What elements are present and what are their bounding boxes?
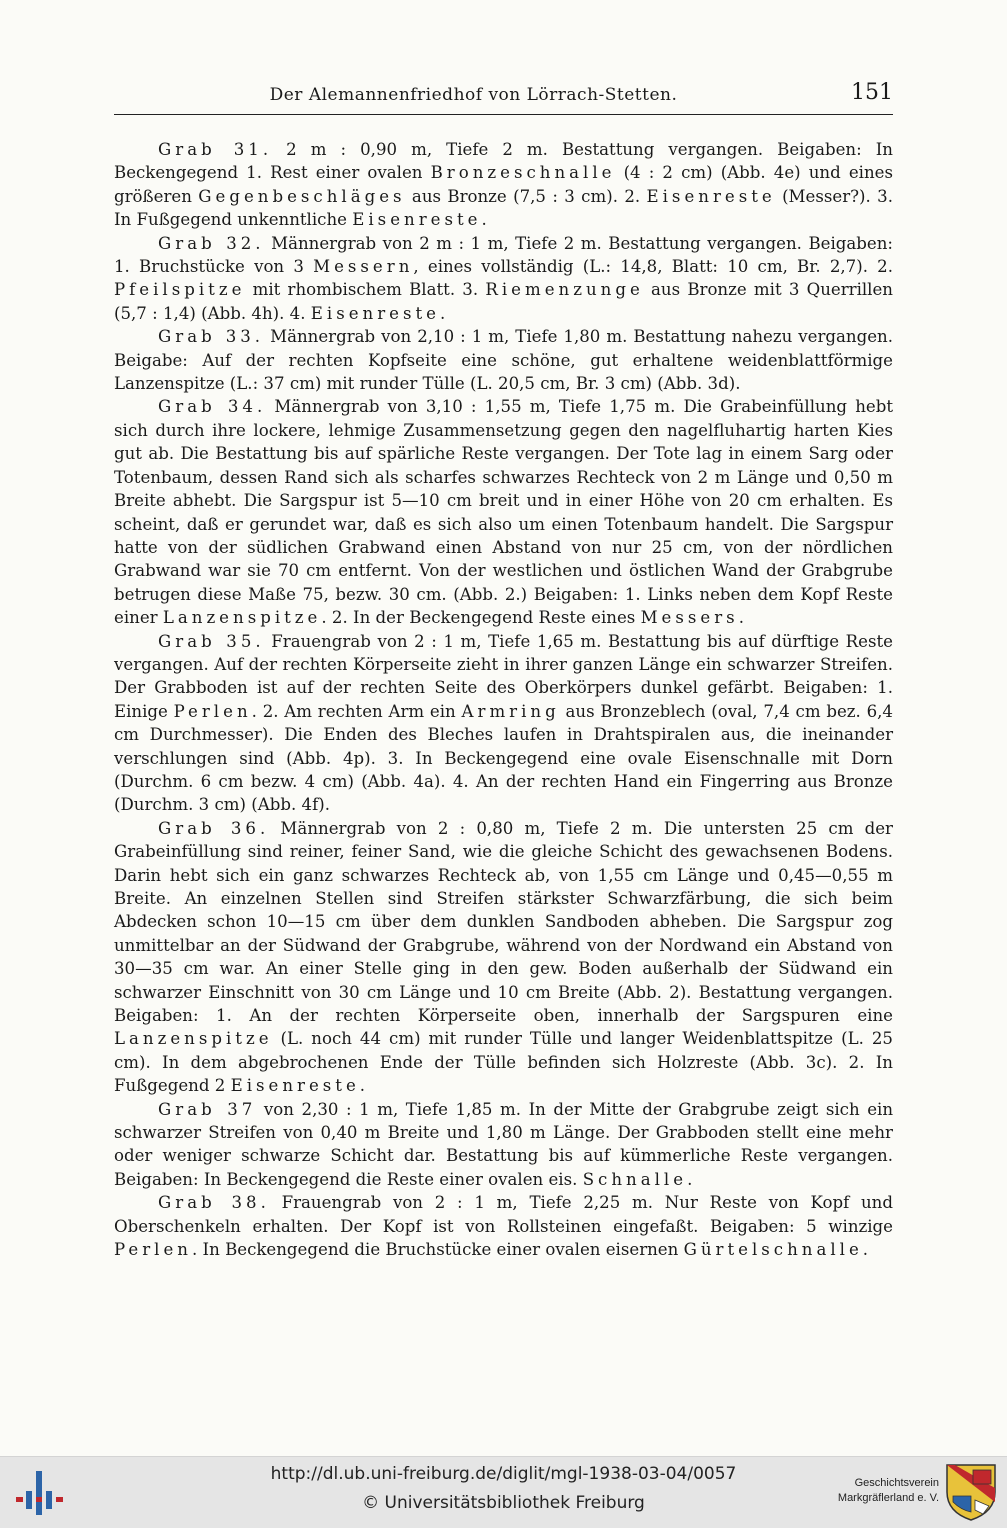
spaced-term: Grab 37 [158,1099,257,1119]
text-run: aus Bronze mit 3 Querrillen (5,7 : 1,4) (Abb. 4h). 4. [114,280,893,323]
body-paragraph [114,1191,893,1261]
body-text [114,138,893,1262]
spaced-term: Lanzenspitze [114,1029,273,1049]
page-header [114,82,893,115]
body-paragraph [114,1098,893,1192]
spaced-term: Grab 33. [158,327,265,347]
text-run: . [862,1240,869,1260]
society-line-2: Markgräflerland e. V. [837,1492,939,1504]
spaced-term: Gürtelschnalle [683,1240,863,1260]
text-run: Frauengrab von 2 : 1 m, Tiefe 2,25 m. Nur Reste von Kopf und Oberschenkeln erhalten. Der Kopf ist von Rollsteinen eingefaßt. Beigaben: 5 winzige [114,1193,893,1236]
spaced-term: Eisenreste [352,210,482,230]
spaced-term: Grab 34. [158,397,267,417]
spaced-term: Grab 31. [158,140,273,159]
running-title: Der Alemannenfriedhof von Lörrach-Stetten. [269,85,678,105]
spaced-term: Messern [313,257,414,277]
text-run: 2 m : 0,90 m, Tiefe 2 m. Bestattung vergangen. Beigaben: In Beckengegend 1. Rest einer ovalen [114,140,893,183]
spaced-term: Grab 38. [158,1193,270,1213]
spaced-term: Messers [640,608,739,628]
text-run: mit rhombischem Blatt. 3. [245,280,486,300]
spaced-term: Eisenreste [646,186,776,206]
spaced-term: Grab 36. [158,818,270,838]
spaced-term: Armring [461,701,560,721]
spaced-term: Gegenbeschläges [198,186,406,206]
text-run: Männergrab von 2 : 0,80 m, Tiefe 2 m. Die untersten 25 cm der Grabeinfüllung sind reiner, feiner Sand, wie die gleiche Schicht des gewachsenen Bodens. Darin hebt sich ein ganz schwarzes Rechteck ab, von 1,55 cm Länge und 0,45—0,55 m Breite. An einzelnen Stellen sind Streifen stärkster Schwarzfärbung, die sich beim Abdecken schon 10—15 cm über dem dunklen Sandboden abheben. Die Sargspur zog unmittelbar an der Südwand der Grabgrube, während von der Nordwand ein Abstand von 30—35 cm war. An einer Stelle ging in den gew. Boden außerhalb der Südwand ein schwarzer Einschnitt von 30 cm Länge und 10 cm Breite (Abb. 2). Bestattung vergangen. Beigaben: 1. An der rechten Körperseite oben, innerhalb der Sargspuren eine [114,818,893,1026]
text-run: (L. noch 44 cm) mit runder Tülle und langer Weidenblattspitze (L. 25 cm). In dem abgebrochenen Ende der Tülle befinden sich Holzreste (Abb. 3c). 2. In Fußgegend 2 [114,1029,893,1096]
body-paragraph [114,817,893,1098]
body-paragraph [114,395,893,629]
spaced-term: Eisenreste [310,303,440,323]
body-paragraph [114,232,893,326]
society-line-1: Geschichtsverein [854,1477,939,1489]
spaced-term: Grab 35. [158,631,265,651]
text-run: . 2. Am rechten Arm ein [251,701,462,721]
text-run: von 2,30 : 1 m, Tiefe 1,85 m. In der Mitte der Grabgrube zeigt sich ein schwarzer Streifen von 0,40 m Breite und 1,80 m Länge. Der Grabboden stellt eine mehr oder weniger schwarze Schicht dar. Bestattung bis auf kümmerliche Reste vergangen. Beigaben: In Beckengegend die Reste einer ovalen eis. [114,1099,894,1189]
body-paragraph [114,630,893,817]
footer-url-link[interactable]: http://dl.ub.uni-freiburg.de/diglit/mgl-1938-03-04/0057 [270,1464,737,1484]
text-run: . In Beckengegend die Bruchstücke einer ovalen eisernen [192,1240,684,1260]
spaced-term: Riemenzunge [485,280,644,300]
spaced-term: Perlen [173,701,252,721]
text-run: aus Bronze (7,5 : 3 cm). 2. [405,186,647,206]
text-run: . [359,1076,366,1096]
body-paragraph [114,325,893,395]
body-paragraph [114,138,893,232]
coat-of-arms-icon [945,1462,997,1522]
spaced-term: Perlen [114,1240,192,1260]
text-run: . [687,1169,693,1189]
spaced-term: Bronzeschnalle [430,163,616,183]
text-run: (4 : 2 cm) (Abb. 4e) und eines größeren [114,163,893,206]
text-run: . [738,608,744,628]
text-run: Männergrab von 3,10 : 1,55 m, Tiefe 1,75 m. Die Grabeinfüllung hebt sich durch ihre lockere, lehmige Zusammensetzung gegen den nagelfluhartig harten Kies gut ab. Die Bestattung bis auf spärliche Reste vergangen. Der Tote lag in einem Sarg oder Totenbaum, dessen Rand sich als scharfes schwarzes Rechteck von 2 m Länge und 0,50 m Breite abhebt. Die Sargspur ist 5—10 cm breit und in einer Höhe von 20 cm erhalten. Es scheint, daß er gerundet war, daß es sich also um einen Totenbaum handelt. Die Sargspur hatte von der südlichen Grabwand einen Abstand von nur 25 cm, von der nördlichen Grabwand war sie 70 cm entfernt. Von der westlichen und östlichen Wand der Grabgrube betrugen diese Maße 75, bezw. 30 cm. (Abb. 2.) Beigaben: 1. Links neben dem Kopf Reste einer [114,397,893,628]
text-run: . [439,303,446,323]
text-run: Männergrab von 2,10 : 1 m, Tiefe 1,80 m. Bestattung nahezu vergangen. Beigabe: Auf der rechten Kopfseite eine schöne, gut erhaltene weidenblattförmige Lanzenspitze (L.: 37 cm) mit runder Tülle (L. 20,5 cm, Br. 3 cm) (Abb. 3d). [114,327,893,394]
text-run: , eines vollständig (L.: 14,8, Blatt: 10 cm, Br. 2,7). 2. [413,257,893,277]
footer-bar [0,1456,1007,1528]
spaced-term: Schnalle [582,1169,688,1189]
text-run: . [481,210,487,230]
text-run: aus Bronzeblech (oval, 7,4 cm bez. 6,4 cm Durchmesser). Die Enden des Bleches laufen in Drahtspiralen aus, die ineinander verschlungen sind (Abb. 4p). 3. In Beckengegend eine ovale Eisenschnalle mit Dorn (Durchm. 6 cm bezw. 4 cm) (Abb. 4a). 4. An der rechten Hand ein Fingerring aus Bronze (Durchm. 3 cm) (Abb. 4f). [114,701,893,815]
spaced-term: Lanzenspitze [162,608,322,628]
spaced-term: Eisenreste [230,1076,360,1096]
page-number: 151 [851,80,893,105]
text-run: (Messer?). 3. In Fußgegend unkenntliche [114,186,893,230]
spaced-term: Grab 32. [158,233,265,253]
footer-copyright: © Universitätsbibliothek Freiburg [362,1493,645,1513]
text-run: Männergrab von 2 m : 1 m, Tiefe 2 m. Bestattung vergangen. Beigaben: 1. Bruchstücke von 3 [114,233,893,277]
text-run: . 2. In der Beckengegend Reste eines [321,608,641,628]
spaced-term: Pfeilspitze [114,280,246,300]
text-run: Frauengrab von 2 : 1 m, Tiefe 1,65 m. Bestattung bis auf dürftige Reste vergangen. Auf der rechten Körperseite zieht in ihrer ganzen Länge ein schwarzer Streifen. Der Grabboden ist auf der rechten Seite des Oberkörpers dunkel gefärbt. Beigaben: 1. Einige [114,631,893,721]
society-name [838,1476,939,1506]
